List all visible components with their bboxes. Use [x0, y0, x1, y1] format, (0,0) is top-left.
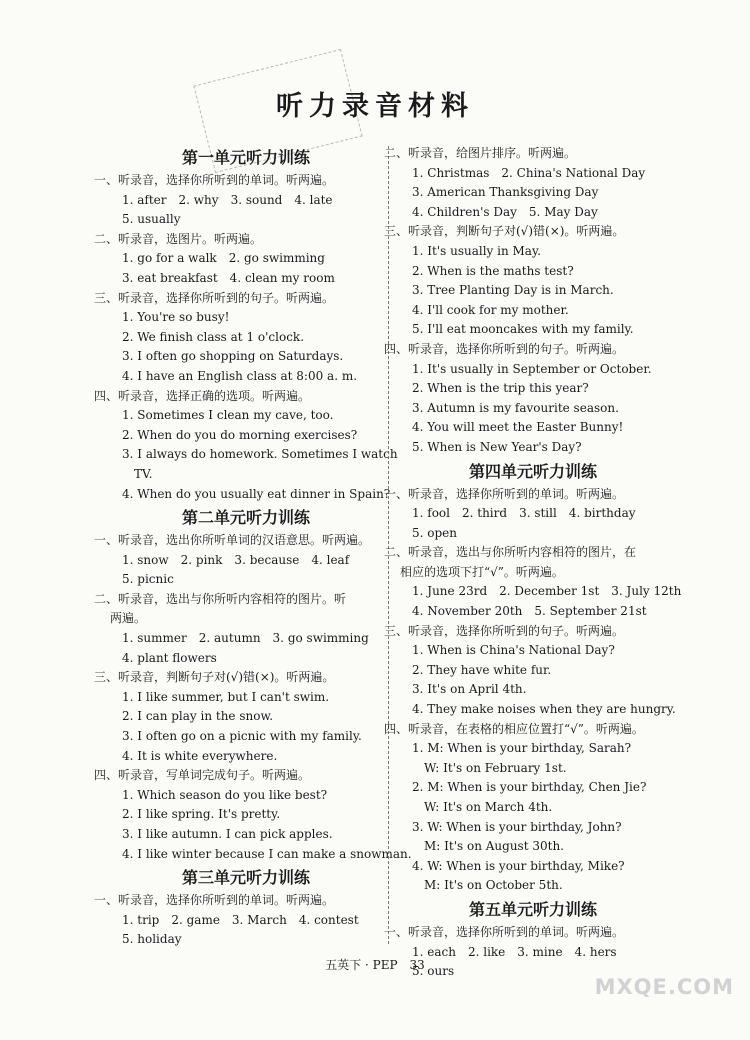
question-instruction: 二、听录音，给图片排序。听两遍。 [384, 146, 577, 160]
answer-line: 4. You will meet the Easter Bunny! [412, 420, 624, 435]
question-instruction: 两遍。 [110, 611, 147, 626]
answer-line: W: It's on February 1st. [424, 760, 567, 775]
answer-line: 2. When is the maths test? [412, 263, 574, 278]
answer-line: 5. ours [412, 964, 455, 979]
answer-line: 4. They make noises when they are hungry. [412, 702, 676, 717]
answer-line: 5. open [412, 525, 457, 540]
answer-line: 4. plant flowers [122, 650, 217, 665]
unit-heading: 第四单元听力训练 [468, 461, 597, 481]
question-instruction: 一、听录音，选择你所听到的单词。听两遍。 [384, 486, 625, 501]
answer-line: 5. picnic [122, 572, 174, 587]
question-instruction: 二、听录音，选图片。听两遍。 [94, 231, 263, 246]
answer-line: 1. fool 2. third 3. still 4. birthday [412, 506, 636, 521]
answer-line: 2. M: When is your birthday, Chen Jie? [412, 780, 647, 795]
answer-line: 1. each 2. like 3. mine 4. hers [412, 944, 617, 959]
answer-line: 1. Sometimes I clean my cave, too. [122, 408, 334, 423]
answer-line: 3. American Thanksgiving Day [412, 185, 599, 200]
answer-line: 5. usually [122, 212, 181, 227]
page-title: 听力录音材料 [276, 91, 474, 122]
unit-heading: 第五单元听力训练 [468, 899, 597, 919]
answer-line: 1. snow 2. pink 3. because 4. leaf [122, 552, 350, 567]
answer-line: 1. summer 2. autumn 3. go swimming [122, 631, 369, 646]
question-instruction: 三、听录音，判断句子对(√)错(×)。听两遍。 [94, 670, 335, 685]
question-instruction: 二、听录音，选出与你所听内容相符的图片。听 [94, 591, 347, 606]
answer-line: 1. Christmas 2. China's National Day [412, 165, 646, 180]
answer-line: 4. Children's Day 5. May Day [412, 204, 598, 219]
answer-line: 1. I like summer, but I can't swim. [122, 689, 330, 704]
answer-line: 3. Tree Planting Day is in March. [412, 283, 614, 298]
answer-line: 3. It's on April 4th. [412, 682, 527, 697]
answer-line: 1. Which season do you like best? [122, 787, 328, 802]
answer-line: 1. It's usually in September or October. [412, 361, 652, 376]
page-footer: 五英下 · PEP 33 [325, 958, 425, 972]
question-instruction: 四、听录音，选择正确的选项。听两遍。 [94, 388, 311, 403]
answer-line: 1. It's usually in May. [412, 243, 541, 258]
question-instruction: 四、听录音，写单词完成句子。听两遍。 [94, 768, 311, 783]
unit-heading: 第一单元听力训练 [181, 148, 310, 167]
answer-line: 3. Autumn is my favourite season. [412, 400, 619, 415]
right-column [384, 144, 682, 982]
question-instruction: 相应的选项下打“√”。听两遍。 [400, 564, 564, 579]
answer-line: 1. When is China's National Day? [412, 643, 615, 658]
answer-line: 5. I'll eat mooncakes with my family. [412, 322, 634, 337]
answer-line: 3. I often go on a picnic with my family. [122, 729, 362, 744]
answer-line: 3. I always do homework. Sometimes I watch [122, 447, 398, 462]
answer-line: 5. When is New Year's Day? [412, 439, 582, 454]
watermark: MXQE.COM [594, 975, 734, 999]
answer-line: 4. It is white everywhere. [122, 748, 278, 763]
answer-line: 2. When do you do morning exercises? [122, 427, 358, 442]
answer-line: 1. go for a walk 2. go swimming [122, 251, 325, 266]
answer-line: 4. I like winter because I can make a snowman. [122, 846, 412, 861]
answer-line: 1. M: When is your birthday, Sarah? [412, 741, 632, 756]
answer-line: 4. I'll cook for my mother. [412, 302, 569, 317]
answer-line: 4. When do you usually eat dinner in Spain? [122, 486, 391, 501]
answer-line: 1. You're so busy! [122, 310, 230, 325]
question-instruction: 一、听录音，选出你所听单词的汉语意思。听两遍。 [94, 533, 371, 548]
answer-line: 2. I can play in the snow. [122, 709, 274, 724]
question-instruction: 一、听录音，选择你所听到的单词。听两遍。 [384, 924, 625, 939]
answer-line: 2. They have white fur. [412, 662, 552, 677]
answer-line: 4. November 20th 5. September 21st [412, 604, 647, 619]
answer-line: 5. holiday [122, 932, 182, 947]
answer-line: 2. I like spring. It's pretty. [122, 807, 281, 822]
answer-line: 1. after 2. why 3. sound 4. late [122, 192, 333, 207]
answer-line: M: It's on October 5th. [424, 878, 563, 893]
answer-line: 1. June 23rd 2. December 1st 3. July 12th [412, 584, 682, 599]
question-instruction: 三、听录音，选择你所听到的句子。听两遍。 [384, 623, 625, 638]
left-column [94, 144, 412, 950]
unit-heading: 第三单元听力训练 [181, 868, 310, 888]
answer-line: 3. eat breakfast 4. clean my room [122, 270, 335, 285]
answer-line: TV. [134, 466, 153, 481]
answer-line: 1. trip 2. game 3. March 4. contest [122, 912, 359, 927]
question-instruction: 一、听录音，选择你所听到的单词。听两遍。 [94, 173, 335, 187]
question-instruction: 三、听录音，选择你所听到的句子。听两遍。 [94, 290, 335, 305]
unit-heading: 第二单元听力训练 [181, 508, 310, 528]
answer-line: 4. I have an English class at 8:00 a. m. [122, 368, 358, 383]
question-instruction: 三、听录音，判断句子对(√)错(×)。听两遍。 [384, 224, 625, 239]
question-instruction: 四、听录音，选择你所听到的句子。听两遍。 [384, 341, 625, 356]
answer-line: 3. I like autumn. I can pick apples. [122, 827, 333, 841]
answer-line: 2. When is the trip this year? [412, 381, 589, 396]
answer-line: W: It's on March 4th. [424, 800, 553, 814]
answer-line: 4. W: When is your birthday, Mike? [412, 858, 625, 873]
answer-line: 3. W: When is your birthday, John? [412, 819, 622, 834]
question-instruction: 四、听录音，在表格的相应位置打“√”。听两遍。 [384, 721, 644, 736]
answer-line: 3. I often go shopping on Saturdays. [122, 349, 344, 364]
question-instruction: 二、听录音，选出与你所听内容相符的图片，在 [384, 545, 637, 560]
question-instruction: 一、听录音，选择你所听到的单词。听两遍。 [94, 893, 335, 908]
answer-line: 2. We finish class at 1 o'clock. [122, 329, 305, 344]
answer-line: M: It's on August 30th. [424, 839, 564, 854]
